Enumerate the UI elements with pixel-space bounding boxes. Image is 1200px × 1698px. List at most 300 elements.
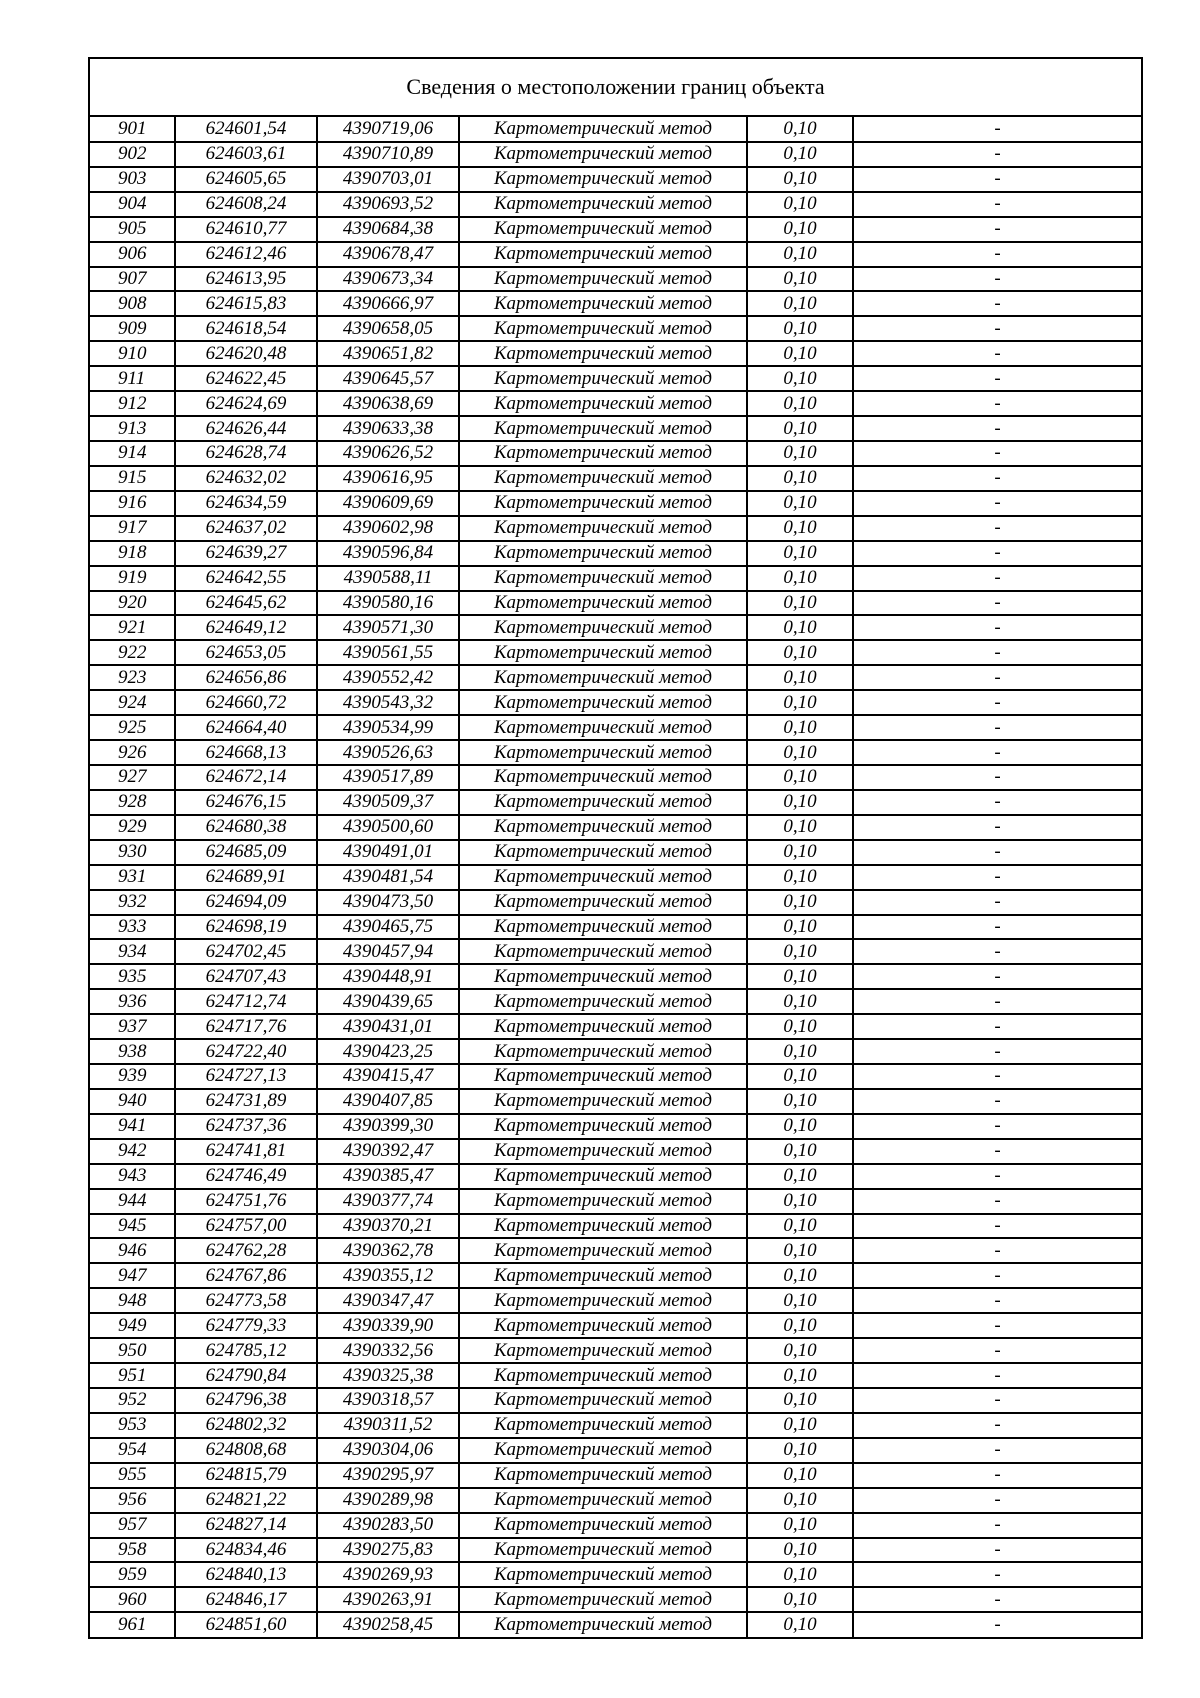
description-cell: - bbox=[853, 964, 1141, 989]
table-row bbox=[90, 1438, 1141, 1463]
table-row bbox=[90, 566, 1141, 591]
table-row bbox=[90, 1463, 1141, 1488]
coordinates-table bbox=[90, 117, 1141, 1637]
point-number-cell: 904 bbox=[90, 192, 175, 217]
x-coordinate-cell: 624664,40 bbox=[175, 715, 317, 740]
x-coordinate-cell: 624656,86 bbox=[175, 665, 317, 690]
table-row bbox=[90, 715, 1141, 740]
description-cell: - bbox=[853, 840, 1141, 865]
description-cell: - bbox=[994, 1614, 1001, 1636]
accuracy-cell: 0,10 bbox=[747, 1612, 853, 1637]
point-number-cell: 959 bbox=[90, 1562, 175, 1587]
x-coordinate-cell: 624626,44 bbox=[175, 416, 317, 441]
x-coordinate-cell: 624773,58 bbox=[175, 1288, 317, 1313]
method-cell: Картометрический метод bbox=[459, 1214, 747, 1239]
method-cell: Картометрический метод bbox=[459, 790, 747, 815]
table-row bbox=[90, 117, 1141, 142]
table-row bbox=[90, 1164, 1141, 1189]
point-number-cell: 906 bbox=[90, 242, 175, 267]
accuracy-cell: 0,10 bbox=[747, 591, 853, 616]
table-row bbox=[90, 640, 1141, 665]
description-cell: - bbox=[853, 915, 1141, 940]
method-cell: Картометрический метод bbox=[459, 267, 747, 292]
x-coordinate-cell: 624840,13 bbox=[175, 1562, 317, 1587]
description-cell: - bbox=[853, 640, 1141, 665]
point-number-cell: 944 bbox=[90, 1189, 175, 1214]
table-row bbox=[90, 1313, 1141, 1338]
table-body bbox=[90, 117, 1141, 1637]
method-cell: Картометрический метод bbox=[459, 665, 747, 690]
accuracy-cell: 0,10 bbox=[747, 1238, 853, 1263]
point-number-cell: 909 bbox=[90, 316, 175, 341]
y-coordinate-cell: 4390684,38 bbox=[317, 217, 459, 242]
x-coordinate-cell: 624649,12 bbox=[175, 615, 317, 640]
accuracy-cell: 0,10 bbox=[747, 715, 853, 740]
y-coordinate-cell: 4390332,56 bbox=[317, 1338, 459, 1363]
accuracy-cell: 0,10 bbox=[747, 1114, 853, 1139]
y-coordinate-cell: 4390407,85 bbox=[317, 1089, 459, 1114]
y-coordinate-cell: 4390465,75 bbox=[317, 915, 459, 940]
point-number-cell: 939 bbox=[90, 1064, 175, 1089]
x-coordinate-cell: 624622,45 bbox=[175, 366, 317, 391]
x-coordinate-cell: 624751,76 bbox=[175, 1189, 317, 1214]
point-number-cell: 916 bbox=[90, 491, 175, 516]
description-cell: - bbox=[853, 516, 1141, 541]
point-number-cell: 902 bbox=[90, 142, 175, 167]
method-cell: Картометрический метод bbox=[459, 865, 747, 890]
x-coordinate-cell: 624694,09 bbox=[175, 890, 317, 915]
accuracy-cell: 0,10 bbox=[747, 316, 853, 341]
point-number-cell: 930 bbox=[90, 840, 175, 865]
method-cell: Картометрический метод bbox=[459, 566, 747, 591]
x-coordinate-cell: 624668,13 bbox=[175, 740, 317, 765]
accuracy-cell: 0,10 bbox=[747, 541, 853, 566]
table-row bbox=[90, 416, 1141, 441]
table-row bbox=[90, 491, 1141, 516]
accuracy-cell: 0,10 bbox=[747, 640, 853, 665]
method-cell: Картометрический метод bbox=[459, 441, 747, 466]
y-coordinate-cell: 4390269,93 bbox=[317, 1562, 459, 1587]
table-row bbox=[90, 1139, 1141, 1164]
x-coordinate-cell: 624698,19 bbox=[175, 915, 317, 940]
description-cell: - bbox=[853, 1562, 1141, 1587]
description-cell: - bbox=[853, 491, 1141, 516]
y-coordinate-cell: 4390626,52 bbox=[317, 441, 459, 466]
x-coordinate-cell: 624757,00 bbox=[175, 1214, 317, 1239]
y-coordinate-cell: 4390602,98 bbox=[317, 516, 459, 541]
point-number-cell: 942 bbox=[90, 1139, 175, 1164]
accuracy-cell: 0,10 bbox=[747, 765, 853, 790]
y-coordinate-cell: 4390517,89 bbox=[317, 765, 459, 790]
method-cell: Картометрический метод bbox=[459, 416, 747, 441]
method-cell: Картометрический метод bbox=[459, 217, 747, 242]
boundary-table-sheet bbox=[88, 57, 1143, 1639]
description-cell: - bbox=[853, 541, 1141, 566]
y-coordinate-cell: 4390355,12 bbox=[317, 1263, 459, 1288]
description-cell: - bbox=[853, 1214, 1141, 1239]
description-cell: - bbox=[853, 790, 1141, 815]
point-number-cell: 915 bbox=[90, 466, 175, 491]
accuracy-cell: 0,10 bbox=[747, 291, 853, 316]
point-number-cell: 960 bbox=[90, 1587, 175, 1612]
method-cell: Картометрический метод bbox=[459, 915, 747, 940]
description-cell: - bbox=[853, 1463, 1141, 1488]
method-cell: Картометрический метод bbox=[459, 466, 747, 491]
y-coordinate-cell: 4390370,21 bbox=[317, 1214, 459, 1239]
description-cell: - bbox=[853, 391, 1141, 416]
y-coordinate-cell: 4390473,50 bbox=[317, 890, 459, 915]
accuracy-cell: 0,10 bbox=[747, 1263, 853, 1288]
description-cell: - bbox=[853, 167, 1141, 192]
description-cell: - bbox=[853, 939, 1141, 964]
description-cell: - bbox=[853, 1139, 1141, 1164]
accuracy-cell: 0,10 bbox=[747, 915, 853, 940]
table-row bbox=[90, 167, 1141, 192]
description-cell: - bbox=[853, 890, 1141, 915]
table-row bbox=[90, 1513, 1141, 1538]
method-cell: Картометрический метод bbox=[459, 1463, 747, 1488]
table-row bbox=[90, 1488, 1141, 1513]
table-row bbox=[90, 192, 1141, 217]
y-coordinate-cell: 4390423,25 bbox=[317, 1039, 459, 1064]
table-row bbox=[90, 989, 1141, 1014]
accuracy-cell: 0,10 bbox=[747, 192, 853, 217]
accuracy-cell: 0,10 bbox=[747, 341, 853, 366]
x-coordinate-cell: 624785,12 bbox=[175, 1338, 317, 1363]
table-row bbox=[90, 915, 1141, 940]
table-row bbox=[90, 1238, 1141, 1263]
description-cell: - bbox=[853, 865, 1141, 890]
table-title: Сведения о местоположении границ объекта bbox=[90, 59, 1141, 117]
x-coordinate-cell: 624702,45 bbox=[175, 939, 317, 964]
method-cell: Картометрический метод bbox=[459, 316, 747, 341]
method-cell: Картометрический метод bbox=[459, 740, 747, 765]
point-number-cell: 926 bbox=[90, 740, 175, 765]
description-cell: - bbox=[853, 142, 1141, 167]
x-coordinate-cell: 624620,48 bbox=[175, 341, 317, 366]
description-cell: - bbox=[853, 1039, 1141, 1064]
description-cell: - bbox=[853, 1338, 1141, 1363]
description-cell: - bbox=[853, 1438, 1141, 1463]
x-coordinate-cell: 624612,46 bbox=[175, 242, 317, 267]
x-coordinate-cell: 624639,27 bbox=[175, 541, 317, 566]
accuracy-cell: 0,10 bbox=[747, 1014, 853, 1039]
description-cell: - bbox=[853, 1587, 1141, 1612]
x-coordinate-cell: 624790,84 bbox=[175, 1363, 317, 1388]
description-cell: - bbox=[853, 715, 1141, 740]
x-coordinate-cell: 624779,33 bbox=[175, 1313, 317, 1338]
method-cell: Картометрический метод bbox=[459, 815, 747, 840]
y-coordinate-cell: 4390318,57 bbox=[317, 1388, 459, 1413]
y-coordinate-cell: 4390415,47 bbox=[317, 1064, 459, 1089]
table-row bbox=[90, 790, 1141, 815]
table-row bbox=[90, 1562, 1141, 1587]
accuracy-cell: 0,10 bbox=[747, 790, 853, 815]
method-cell: Картометрический метод bbox=[459, 1064, 747, 1089]
description-cell: - bbox=[853, 989, 1141, 1014]
method-cell: Картометрический метод bbox=[459, 1513, 747, 1538]
x-coordinate-cell: 624737,36 bbox=[175, 1114, 317, 1139]
point-number-cell: 938 bbox=[90, 1039, 175, 1064]
accuracy-cell: 0,10 bbox=[747, 865, 853, 890]
description-cell: - bbox=[853, 117, 1141, 142]
description-cell: - bbox=[853, 1313, 1141, 1338]
description-cell: - bbox=[853, 665, 1141, 690]
method-cell: Картометрический метод bbox=[459, 516, 747, 541]
x-coordinate-cell: 624642,55 bbox=[175, 566, 317, 591]
y-coordinate-cell: 4390283,50 bbox=[317, 1513, 459, 1538]
point-number-cell: 924 bbox=[90, 690, 175, 715]
point-number-cell: 932 bbox=[90, 890, 175, 915]
description-cell: - bbox=[853, 1488, 1141, 1513]
y-coordinate-cell: 4390377,74 bbox=[317, 1189, 459, 1214]
method-cell: Картометрический метод bbox=[459, 989, 747, 1014]
method-cell: Картометрический метод bbox=[459, 1014, 747, 1039]
x-coordinate-cell: 624653,05 bbox=[175, 640, 317, 665]
x-coordinate-cell: 624660,72 bbox=[175, 690, 317, 715]
description-cell: - bbox=[853, 1413, 1141, 1438]
table-row bbox=[90, 615, 1141, 640]
method-cell: Картометрический метод bbox=[459, 242, 747, 267]
table-row bbox=[90, 1538, 1141, 1563]
method-cell: Картометрический метод bbox=[459, 1313, 747, 1338]
y-coordinate-cell: 4390339,90 bbox=[317, 1313, 459, 1338]
point-number-cell: 954 bbox=[90, 1438, 175, 1463]
description-cell: - bbox=[853, 1388, 1141, 1413]
y-coordinate-cell: 4390362,78 bbox=[317, 1238, 459, 1263]
y-coordinate-cell: 4390325,38 bbox=[317, 1363, 459, 1388]
method-cell: Картометрический метод bbox=[459, 167, 747, 192]
description-cell: - bbox=[853, 466, 1141, 491]
table-row bbox=[90, 1089, 1141, 1114]
y-coordinate-cell: 4390258,45 bbox=[317, 1612, 459, 1637]
accuracy-cell: 0,10 bbox=[747, 1388, 853, 1413]
point-number-cell: 953 bbox=[90, 1413, 175, 1438]
x-coordinate-cell: 624731,89 bbox=[175, 1089, 317, 1114]
method-cell: Картометрический метод bbox=[459, 1288, 747, 1313]
y-coordinate-cell: 4390638,69 bbox=[317, 391, 459, 416]
point-number-cell: 951 bbox=[90, 1363, 175, 1388]
point-number-cell: 922 bbox=[90, 640, 175, 665]
x-coordinate-cell: 624802,32 bbox=[175, 1413, 317, 1438]
table-row bbox=[90, 1263, 1141, 1288]
point-number-cell: 952 bbox=[90, 1388, 175, 1413]
method-cell: Картометрический метод bbox=[459, 1139, 747, 1164]
description-cell: - bbox=[853, 615, 1141, 640]
x-coordinate-cell: 624717,76 bbox=[175, 1014, 317, 1039]
accuracy-cell: 0,10 bbox=[747, 1488, 853, 1513]
x-coordinate-cell: 624707,43 bbox=[175, 964, 317, 989]
description-cell: - bbox=[853, 242, 1141, 267]
y-coordinate-cell: 4390703,01 bbox=[317, 167, 459, 192]
description-cell: - bbox=[853, 291, 1141, 316]
x-coordinate-cell: 624689,91 bbox=[175, 865, 317, 890]
point-number-cell: 912 bbox=[90, 391, 175, 416]
table-row bbox=[90, 1363, 1141, 1388]
description-cell: - bbox=[853, 441, 1141, 466]
description-cell: - bbox=[853, 1363, 1141, 1388]
method-cell: Картометрический метод bbox=[459, 541, 747, 566]
y-coordinate-cell: 4390392,47 bbox=[317, 1139, 459, 1164]
y-coordinate-cell: 4390439,65 bbox=[317, 989, 459, 1014]
table-row bbox=[90, 242, 1141, 267]
x-coordinate-cell: 624827,14 bbox=[175, 1513, 317, 1538]
method-cell: Картометрический метод bbox=[459, 341, 747, 366]
description-cell: - bbox=[853, 341, 1141, 366]
method-cell: Картометрический метод bbox=[459, 1438, 747, 1463]
table-row bbox=[90, 1189, 1141, 1214]
method-cell: Картометрический метод bbox=[459, 715, 747, 740]
table-row bbox=[90, 1214, 1141, 1239]
table-row bbox=[90, 1039, 1141, 1064]
x-coordinate-cell: 624628,74 bbox=[175, 441, 317, 466]
accuracy-cell: 0,10 bbox=[747, 566, 853, 591]
accuracy-cell: 0,10 bbox=[747, 366, 853, 391]
table-row bbox=[90, 665, 1141, 690]
method-cell: Картометрический метод bbox=[459, 1338, 747, 1363]
table-row bbox=[90, 1338, 1141, 1363]
y-coordinate-cell: 4390616,95 bbox=[317, 466, 459, 491]
point-number-cell: 913 bbox=[90, 416, 175, 441]
method-cell: Картометрический метод bbox=[459, 1238, 747, 1263]
table-row bbox=[90, 765, 1141, 790]
point-number-cell: 914 bbox=[90, 441, 175, 466]
accuracy-cell: 0,10 bbox=[747, 1039, 853, 1064]
x-coordinate-cell: 624608,24 bbox=[175, 192, 317, 217]
y-coordinate-cell: 4390710,89 bbox=[317, 142, 459, 167]
method-cell: Картометрический метод bbox=[459, 1488, 747, 1513]
y-coordinate-cell: 4390347,47 bbox=[317, 1288, 459, 1313]
point-number-cell: 955 bbox=[90, 1463, 175, 1488]
point-number-cell: 929 bbox=[90, 815, 175, 840]
method-cell: Картометрический метод bbox=[459, 765, 747, 790]
table-row bbox=[90, 516, 1141, 541]
description-cell: - bbox=[853, 267, 1141, 292]
y-coordinate-cell: 4390571,30 bbox=[317, 615, 459, 640]
x-coordinate-cell: 624610,77 bbox=[175, 217, 317, 242]
point-number-cell: 923 bbox=[90, 665, 175, 690]
table-row bbox=[90, 964, 1141, 989]
description-cell: - bbox=[853, 1064, 1141, 1089]
point-number-cell: 921 bbox=[90, 615, 175, 640]
accuracy-cell: 0,10 bbox=[747, 1438, 853, 1463]
x-coordinate-cell: 624613,95 bbox=[175, 267, 317, 292]
method-cell: Картометрический метод bbox=[459, 1189, 747, 1214]
table-row bbox=[90, 1064, 1141, 1089]
x-coordinate-cell: 624601,54 bbox=[175, 117, 317, 142]
x-coordinate-cell: 624767,86 bbox=[175, 1263, 317, 1288]
table-row bbox=[90, 890, 1141, 915]
accuracy-cell: 0,10 bbox=[747, 391, 853, 416]
accuracy-cell: 0,10 bbox=[747, 840, 853, 865]
method-cell: Картометрический метод bbox=[459, 1089, 747, 1114]
accuracy-cell: 0,10 bbox=[747, 939, 853, 964]
y-coordinate-cell: 4390580,16 bbox=[317, 591, 459, 616]
method-cell: Картометрический метод bbox=[459, 1538, 747, 1563]
x-coordinate-cell: 624846,17 bbox=[175, 1587, 317, 1612]
accuracy-cell: 0,10 bbox=[747, 1413, 853, 1438]
x-coordinate-cell: 624746,49 bbox=[175, 1164, 317, 1189]
y-coordinate-cell: 4390645,57 bbox=[317, 366, 459, 391]
table-row bbox=[90, 1413, 1141, 1438]
accuracy-cell: 0,10 bbox=[747, 491, 853, 516]
y-coordinate-cell: 4390596,84 bbox=[317, 541, 459, 566]
method-cell: Картометрический метод bbox=[459, 1114, 747, 1139]
description-cell: - bbox=[853, 1164, 1141, 1189]
y-coordinate-cell: 4390561,55 bbox=[317, 640, 459, 665]
point-number-cell: 949 bbox=[90, 1313, 175, 1338]
method-cell: Картометрический метод bbox=[459, 1164, 747, 1189]
y-coordinate-cell: 4390658,05 bbox=[317, 316, 459, 341]
table-row bbox=[90, 690, 1141, 715]
table-row bbox=[90, 341, 1141, 366]
table-row bbox=[90, 740, 1141, 765]
accuracy-cell: 0,10 bbox=[747, 1189, 853, 1214]
method-cell: Картометрический метод bbox=[459, 939, 747, 964]
point-number-cell: 945 bbox=[90, 1214, 175, 1239]
point-number-cell: 948 bbox=[90, 1288, 175, 1313]
y-coordinate-cell: 4390609,69 bbox=[317, 491, 459, 516]
accuracy-cell: 0,10 bbox=[747, 989, 853, 1014]
table-row bbox=[90, 316, 1141, 341]
method-cell: Картометрический метод bbox=[459, 840, 747, 865]
y-coordinate-cell: 4390633,38 bbox=[317, 416, 459, 441]
table-row bbox=[90, 267, 1141, 292]
point-number-cell: 943 bbox=[90, 1164, 175, 1189]
accuracy-cell: 0,10 bbox=[747, 1089, 853, 1114]
accuracy-cell: 0,10 bbox=[747, 1164, 853, 1189]
description-cell: - bbox=[853, 1538, 1141, 1563]
point-number-cell: 901 bbox=[90, 117, 175, 142]
point-number-cell: 911 bbox=[90, 366, 175, 391]
description-cell: - bbox=[853, 217, 1141, 242]
x-coordinate-cell: 624796,38 bbox=[175, 1388, 317, 1413]
description-cell: - bbox=[853, 1513, 1141, 1538]
accuracy-cell: 0,10 bbox=[747, 441, 853, 466]
description-cell: - bbox=[853, 566, 1141, 591]
method-cell: Картометрический метод bbox=[459, 591, 747, 616]
table-row bbox=[90, 815, 1141, 840]
method-cell: Картометрический метод bbox=[459, 640, 747, 665]
point-number-cell: 919 bbox=[90, 566, 175, 591]
description-cell: - bbox=[853, 192, 1141, 217]
x-coordinate-cell: 624680,38 bbox=[175, 815, 317, 840]
point-number-cell: 917 bbox=[90, 516, 175, 541]
y-coordinate-cell: 4390552,42 bbox=[317, 665, 459, 690]
accuracy-cell: 0,10 bbox=[747, 740, 853, 765]
accuracy-cell: 0,10 bbox=[747, 665, 853, 690]
point-number-cell: 957 bbox=[90, 1513, 175, 1538]
accuracy-cell: 0,10 bbox=[747, 615, 853, 640]
y-coordinate-cell: 4390448,91 bbox=[317, 964, 459, 989]
y-coordinate-cell: 4390431,01 bbox=[317, 1014, 459, 1039]
accuracy-cell: 0,10 bbox=[747, 217, 853, 242]
point-number-cell: 940 bbox=[90, 1089, 175, 1114]
description-cell: - bbox=[853, 815, 1141, 840]
point-number-cell: 903 bbox=[90, 167, 175, 192]
x-coordinate-cell: 624741,81 bbox=[175, 1139, 317, 1164]
accuracy-cell: 0,10 bbox=[747, 416, 853, 441]
accuracy-cell: 0,10 bbox=[747, 1363, 853, 1388]
point-number-cell: 937 bbox=[90, 1014, 175, 1039]
description-cell: - bbox=[853, 1288, 1141, 1313]
table-row bbox=[90, 1388, 1141, 1413]
table-row bbox=[90, 441, 1141, 466]
description-cell: - bbox=[853, 366, 1141, 391]
method-cell: Картометрический метод bbox=[459, 1263, 747, 1288]
accuracy-cell: 0,10 bbox=[747, 117, 853, 142]
point-number-cell: 925 bbox=[90, 715, 175, 740]
